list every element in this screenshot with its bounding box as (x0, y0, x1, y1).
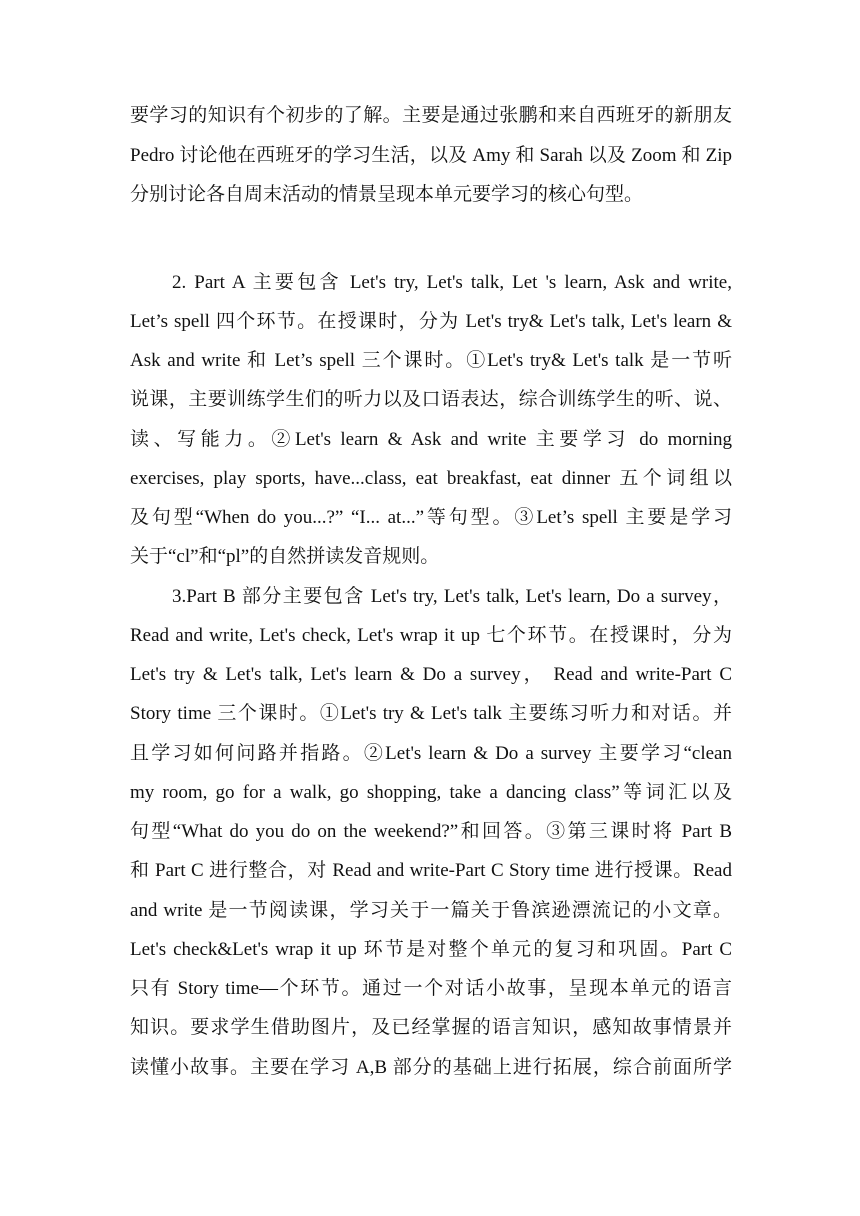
text-line: Let's check&Let's wrap it up 环节是对整个单元的复习和巩固。Part C (130, 939, 732, 960)
text-line: 且学习如何问路并指路。②Let's learn & Do a survey 主要学习“clean (130, 743, 732, 764)
text-line: 2. Part A 主要包含 Let's try, Let's talk, Let 's learn, Ask and write, (172, 272, 732, 293)
text-line: 要学习的知识有个初步的了解。主要是通过张鹏和来自西班牙的新朋友 (130, 105, 732, 126)
text-line: 知识。要求学生借助图片，及已经掌握的语言知识，感知故事情景并 (130, 1017, 732, 1038)
text-line: Story time 三个课时。①Let's try & Let's talk 主要练习听力和对话。并 (130, 703, 732, 724)
text-line: 读、写能力。②Let's learn & Ask and write 主要学习 do morning (130, 429, 732, 450)
text-line: 读懂小故事。主要在学习 A,B 部分的基础上进行拓展，综合前面所学 (130, 1057, 732, 1078)
text-line: and write 是一节阅读课，学习关于一篇关于鲁滨逊漂流记的小文章。 (130, 900, 732, 921)
text-line: 分别讨论各自周末活动的情景呈现本单元要学习的核心句型。 (130, 184, 644, 205)
text-line: 3.Part B 部分主要包含 Let's try, Let's talk, Let's learn, Do a survey， (172, 586, 732, 607)
text-line: 只有 Story time—个环节。通过一个对话小故事，呈现本单元的语言 (130, 978, 732, 999)
text-line: Let’s spell 四个环节。在授课时，分为 Let's try& Let's talk, Let's learn & (130, 311, 732, 332)
text-line: 关于“cl”和“pl”的自然拼读发音规则。 (130, 546, 440, 567)
text-line: 说课，主要训练学生们的听力以及口语表达，综合训练学生的听、说、 (130, 389, 732, 410)
text-line: Let's try & Let's talk, Let's learn & Do a survey， Read and write-Part C (130, 664, 732, 685)
text-line: 句型“What do you do on the weekend?”和回答。③第三课时将 Part B (130, 821, 732, 842)
text-line: my room, go for a walk, go shopping, take a dancing class”等词汇以及 (130, 782, 732, 803)
text-line: Read and write, Let's check, Let's wrap it up 七个环节。在授课时，分为 (130, 625, 732, 646)
text-line: exercises, play sports, have...class, eat breakfast, eat dinner 五个词组以 (130, 468, 732, 489)
text-line: Pedro 讨论他在西班牙的学习生活，以及 Amy 和 Sarah 以及 Zoom 和 Zip (130, 145, 732, 166)
text-line: 及句型“When do you...?” “I... at...”等句型。③Let’s spell 主要是学习 (130, 507, 732, 528)
text-line: Ask and write 和 Let’s spell 三个课时。①Let's try& Let's talk 是一节听 (130, 350, 732, 371)
text-line: 和 Part C 进行整合，对 Read and write-Part C Story time 进行授课。Read (130, 860, 732, 881)
